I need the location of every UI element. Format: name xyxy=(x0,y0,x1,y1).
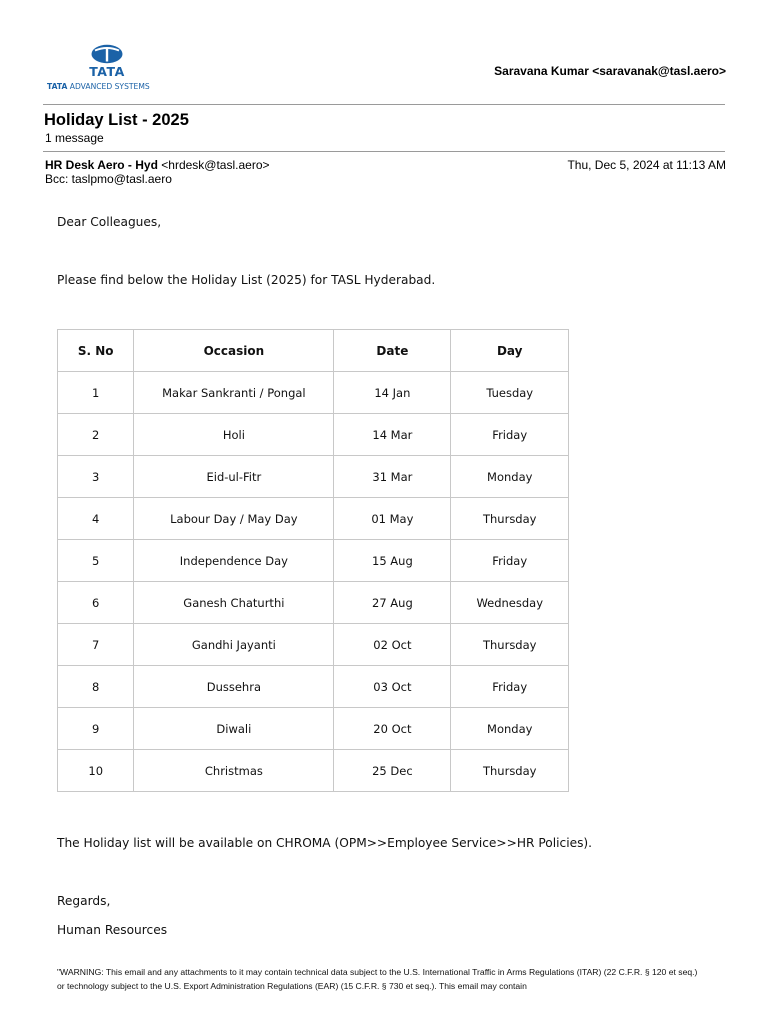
cell-sno: 4 xyxy=(58,498,134,540)
table-row xyxy=(58,414,569,456)
cell-date: 01 May xyxy=(334,498,451,540)
cell-occasion: Gandhi Jayanti xyxy=(134,624,334,666)
cell-date: 14 Jan xyxy=(334,372,451,414)
table-row xyxy=(58,624,569,666)
cell-occasion: Independence Day xyxy=(134,540,334,582)
cell-date: 15 Aug xyxy=(334,540,451,582)
sender-line xyxy=(45,158,270,172)
cell-day: Monday xyxy=(451,456,569,498)
cell-date: 27 Aug xyxy=(334,582,451,624)
sender-email[interactable]: <hrdesk@tasl.aero> xyxy=(161,158,270,172)
cell-sno: 8 xyxy=(58,666,134,708)
cell-sno: 6 xyxy=(58,582,134,624)
subject-divider xyxy=(43,151,725,152)
cell-day: Thursday xyxy=(451,498,569,540)
holiday-table xyxy=(57,329,569,792)
cell-day: Friday xyxy=(451,414,569,456)
greeting: Dear Colleagues, xyxy=(57,215,162,229)
tata-emblem-icon xyxy=(90,44,124,64)
table-row xyxy=(58,666,569,708)
cell-sno: 3 xyxy=(58,456,134,498)
table-row xyxy=(58,540,569,582)
signature-text: Human Resources xyxy=(57,923,168,937)
header-divider xyxy=(43,104,725,105)
cell-occasion: Eid-ul-Fitr xyxy=(134,456,334,498)
cell-day: Monday xyxy=(451,708,569,750)
table-row xyxy=(58,708,569,750)
header-date: Date xyxy=(334,330,451,372)
cell-sno: 10 xyxy=(58,750,134,792)
cell-date: 31 Mar xyxy=(334,456,451,498)
tata-logo xyxy=(44,44,174,96)
table-header-row xyxy=(58,330,569,372)
legal-warning: "WARNING: This email and any attachments to it may contain technical data subject to the U.S. International Traffic in Arms Regulations (ITAR) (22 C.F.R. § 120 et seq.) or technology subject to the U.S. Export Administration Regulations (EAR) (15 C.F.R. § 730 et seq.). This email may contain xyxy=(57,967,698,991)
email-date: Thu, Dec 5, 2024 at 11:13 AM xyxy=(567,158,726,172)
logo-subtitle: TATA ADVANCED SYSTEMS xyxy=(47,82,150,91)
logo-brand: TATA xyxy=(89,64,125,79)
table-row xyxy=(58,750,569,792)
table-row xyxy=(58,498,569,540)
intro-text: Please find below the Holiday List (2025) for TASL Hyderabad. xyxy=(57,273,436,287)
cell-day: Friday xyxy=(451,666,569,708)
header-sno: S. No xyxy=(58,330,134,372)
cell-date: 20 Oct xyxy=(334,708,451,750)
cell-date: 02 Oct xyxy=(334,624,451,666)
email-subject: Holiday List - 2025 xyxy=(44,111,189,129)
table-row xyxy=(58,456,569,498)
cell-day: Wednesday xyxy=(451,582,569,624)
cell-date: 03 Oct xyxy=(334,666,451,708)
cell-occasion: Diwali xyxy=(134,708,334,750)
cell-occasion: Holi xyxy=(134,414,334,456)
cell-day: Thursday xyxy=(451,750,569,792)
account-name: Saravana Kumar <saravanak@tasl.aero> xyxy=(494,64,726,78)
sender-name: HR Desk Aero - Hyd xyxy=(45,158,158,172)
table-row xyxy=(58,582,569,624)
cell-occasion: Makar Sankranti / Pongal xyxy=(134,372,334,414)
cell-date: 25 Dec xyxy=(334,750,451,792)
cell-sno: 2 xyxy=(58,414,134,456)
cell-day: Tuesday xyxy=(451,372,569,414)
availability-text: The Holiday list will be available on CHROMA (OPM>>Employee Service>>HR Policies). xyxy=(57,836,593,850)
cell-occasion: Ganesh Chaturthi xyxy=(134,582,334,624)
cell-day: Friday xyxy=(451,540,569,582)
bcc-line: Bcc: taslpmo@tasl.aero xyxy=(45,172,172,186)
cell-day: Thursday xyxy=(451,624,569,666)
table-row xyxy=(58,372,569,414)
header-day: Day xyxy=(451,330,569,372)
closing-text: Regards, xyxy=(57,894,111,908)
cell-sno: 5 xyxy=(58,540,134,582)
cell-sno: 7 xyxy=(58,624,134,666)
header-occasion: Occasion xyxy=(134,330,334,372)
cell-sno: 9 xyxy=(58,708,134,750)
cell-occasion: Dussehra xyxy=(134,666,334,708)
message-count: 1 message xyxy=(45,131,104,145)
cell-date: 14 Mar xyxy=(334,414,451,456)
cell-occasion: Labour Day / May Day xyxy=(134,498,334,540)
cell-occasion: Christmas xyxy=(134,750,334,792)
cell-sno: 1 xyxy=(58,372,134,414)
